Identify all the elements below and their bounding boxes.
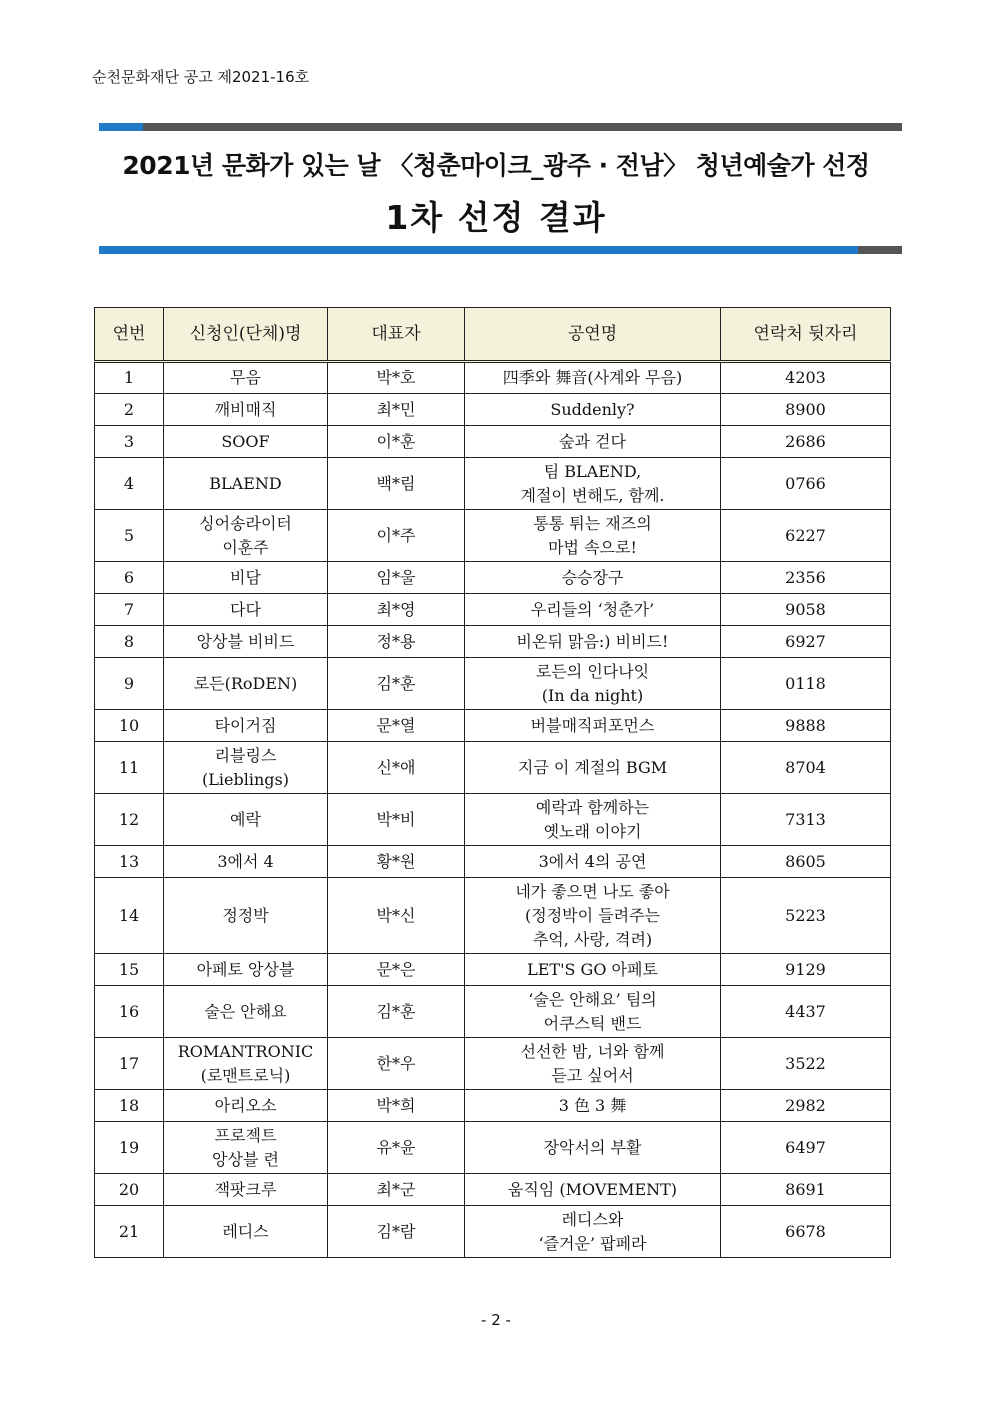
cell-applicant-line: 리블링스: [214, 745, 277, 765]
cell-performance-line: 四季와 舞音(사계와 무음): [502, 368, 683, 387]
cell-applicant-line: (로맨트로닉): [200, 1065, 291, 1085]
cell-applicant-line: 로든(RoDEN): [193, 673, 298, 693]
cell-applicant: [164, 954, 328, 986]
cell-applicant: [164, 986, 328, 1038]
table-row: [95, 986, 891, 1038]
cell-performance-line: ‘즐거운’ 팝페라: [538, 1233, 647, 1253]
header-no: 연번: [95, 308, 164, 362]
cell-no: 21: [95, 1206, 164, 1258]
table-row: [95, 426, 891, 458]
cell-no: 6: [95, 562, 164, 594]
cell-applicant-line: 다다: [230, 599, 261, 619]
cell-performance: [465, 394, 721, 426]
cell-phone: 2686: [721, 426, 891, 458]
header-applicant: 신청인(단체)명: [164, 308, 328, 362]
cell-performance: [465, 794, 721, 846]
table-row: [95, 1038, 891, 1090]
cell-no: 5: [95, 510, 164, 562]
header-representative: 대표자: [328, 308, 465, 362]
cell-representative: 백*림: [328, 458, 465, 510]
table-row: [95, 458, 891, 510]
cell-phone: 4203: [721, 362, 891, 394]
cell-performance-line: 장악서의 부활: [543, 1137, 642, 1157]
cell-performance-line: 선선한 밤, 너와 함께: [520, 1041, 665, 1061]
cell-applicant-line: 아리오소: [214, 1095, 277, 1115]
cell-representative: 박*호: [328, 362, 465, 394]
cell-performance: [465, 510, 721, 562]
header-phone: 연락처 뒷자리: [721, 308, 891, 362]
cell-performance: [465, 1090, 721, 1122]
cell-performance-line: 버블매직퍼포먼스: [530, 715, 655, 735]
table-row: [95, 794, 891, 846]
cell-performance: [465, 954, 721, 986]
cell-performance: [465, 626, 721, 658]
cell-applicant-line: 술은 안해요: [204, 1001, 287, 1021]
table-row: [95, 626, 891, 658]
cell-representative: 박*신: [328, 878, 465, 954]
cell-applicant: [164, 362, 328, 394]
cell-applicant: [164, 742, 328, 794]
cell-no: 20: [95, 1174, 164, 1206]
cell-performance-line: 3 色 3 舞: [558, 1095, 627, 1115]
cell-representative: 한*우: [328, 1038, 465, 1090]
cell-applicant: [164, 626, 328, 658]
cell-no: 15: [95, 954, 164, 986]
cell-performance-line: 듣고 싶어서: [551, 1065, 634, 1085]
cell-performance-line: 로든의 인다나잇: [535, 661, 650, 681]
table-row: [95, 742, 891, 794]
cell-representative: 이*주: [328, 510, 465, 562]
cell-phone: 8691: [721, 1174, 891, 1206]
cell-no: 19: [95, 1122, 164, 1174]
cell-representative: 김*훈: [328, 986, 465, 1038]
cell-performance: [465, 878, 721, 954]
document-title: 2021년 문화가 있는 날 〈청춘마이크_광주 · 전남〉 청년예술가 선정: [122, 151, 870, 180]
cell-applicant: [164, 510, 328, 562]
cell-phone: 8704: [721, 742, 891, 794]
cell-performance-line: 어쿠스틱 밴드: [543, 1013, 642, 1033]
cell-applicant: [164, 394, 328, 426]
cell-representative: 유*윤: [328, 1122, 465, 1174]
cell-phone: 6678: [721, 1206, 891, 1258]
cell-performance-line: (In da night): [541, 685, 644, 705]
cell-applicant-line: 앙상블 비비드: [196, 631, 295, 651]
cell-performance: [465, 1038, 721, 1090]
cell-no: 18: [95, 1090, 164, 1122]
cell-performance: [465, 562, 721, 594]
cell-representative: 황*원: [328, 846, 465, 878]
table-row: [95, 362, 891, 394]
cell-no: 4: [95, 458, 164, 510]
cell-performance: [465, 1174, 721, 1206]
table-row: [95, 954, 891, 986]
cell-phone: 9058: [721, 594, 891, 626]
cell-applicant: [164, 710, 328, 742]
cell-phone: 9129: [721, 954, 891, 986]
cell-applicant: [164, 426, 328, 458]
cell-phone: 6927: [721, 626, 891, 658]
cell-performance: [465, 426, 721, 458]
cell-no: 11: [95, 742, 164, 794]
cell-applicant-line: 싱어송라이터: [199, 513, 292, 533]
selection-result-table: [94, 307, 891, 1258]
table-row: [95, 846, 891, 878]
table-header-row: [95, 308, 891, 362]
cell-representative: 정*용: [328, 626, 465, 658]
cell-no: 3: [95, 426, 164, 458]
cell-applicant: [164, 458, 328, 510]
cell-applicant-line: 잭팟크루: [214, 1179, 277, 1199]
cell-performance-line: 우리들의 ‘청춘가’: [530, 599, 655, 619]
cell-phone: 8605: [721, 846, 891, 878]
cell-performance-line: Suddenly?: [550, 399, 635, 419]
cell-representative: 임*울: [328, 562, 465, 594]
cell-performance-line: 계절이 변해도, 함께.: [520, 485, 665, 505]
cell-performance-line: 추억, 사랑, 격려): [532, 929, 653, 949]
table-row: [95, 1206, 891, 1258]
cell-performance-line: 3에서 4의 공연: [538, 851, 647, 871]
cell-applicant-line: 정정박: [222, 905, 269, 925]
cell-phone: 7313: [721, 794, 891, 846]
cell-applicant-line: 앙상블 련: [212, 1149, 279, 1169]
cell-applicant: [164, 846, 328, 878]
cell-phone: 6227: [721, 510, 891, 562]
table-row: [95, 594, 891, 626]
cell-performance-line: 레디스와: [561, 1209, 624, 1229]
cell-performance-line: 팀 BLAEND,: [543, 461, 642, 481]
cell-applicant-line: 프로젝트: [214, 1125, 277, 1145]
cell-performance: [465, 1122, 721, 1174]
cell-phone: 2982: [721, 1090, 891, 1122]
cell-phone: 6497: [721, 1122, 891, 1174]
table-row: [95, 1090, 891, 1122]
cell-representative: 박*희: [328, 1090, 465, 1122]
table-row: [95, 510, 891, 562]
cell-performance-line: 승승장구: [561, 567, 624, 587]
cell-no: 8: [95, 626, 164, 658]
cell-phone: 2356: [721, 562, 891, 594]
cell-representative: 최*영: [328, 594, 465, 626]
table-row: [95, 1174, 891, 1206]
cell-performance: [465, 362, 721, 394]
cell-no: 1: [95, 362, 164, 394]
table-row: [95, 1122, 891, 1174]
cell-no: 9: [95, 658, 164, 710]
table-row: [95, 878, 891, 954]
cell-representative: 김*람: [328, 1206, 465, 1258]
cell-phone: 8900: [721, 394, 891, 426]
cell-applicant: [164, 1174, 328, 1206]
cell-no: 17: [95, 1038, 164, 1090]
cell-no: 14: [95, 878, 164, 954]
cell-performance: [465, 710, 721, 742]
cell-no: 12: [95, 794, 164, 846]
cell-representative: 최*민: [328, 394, 465, 426]
cell-performance: [465, 742, 721, 794]
top-divider: [99, 123, 902, 131]
table-row: [95, 710, 891, 742]
cell-performance: [465, 458, 721, 510]
cell-applicant-line: ROMANTRONIC: [177, 1041, 314, 1061]
cell-applicant-line: 깨비매직: [214, 399, 277, 419]
cell-no: 2: [95, 394, 164, 426]
notice-number: 순천문화재단 공고 제2021-16호: [92, 68, 310, 86]
cell-performance-line: 움직임 (MOVEMENT): [507, 1179, 678, 1199]
page-number: - 2 -: [481, 1311, 511, 1329]
cell-applicant-line: 무음: [230, 368, 261, 387]
cell-applicant-line: SOOF: [221, 431, 270, 451]
cell-no: 16: [95, 986, 164, 1038]
cell-performance: [465, 986, 721, 1038]
header-performance: 공연명: [465, 308, 721, 362]
cell-performance-line: LET'S GO 아페토: [527, 959, 658, 979]
cell-phone: 9888: [721, 710, 891, 742]
cell-representative: 박*비: [328, 794, 465, 846]
cell-applicant-line: 아페토 앙상블: [196, 959, 295, 979]
cell-applicant: [164, 878, 328, 954]
cell-performance-line: 옛노래 이야기: [543, 821, 642, 841]
cell-performance-line: 숲과 걷다: [559, 431, 626, 451]
cell-applicant: [164, 594, 328, 626]
cell-representative: 문*은: [328, 954, 465, 986]
cell-representative: 최*군: [328, 1174, 465, 1206]
cell-applicant: [164, 562, 328, 594]
cell-performance-line: 지금 이 계절의 BGM: [517, 757, 668, 777]
cell-performance-line: (정정박이 들려주는: [525, 905, 660, 925]
cell-applicant: [164, 658, 328, 710]
cell-applicant-line: 레디스: [222, 1221, 269, 1241]
cell-applicant: [164, 794, 328, 846]
cell-applicant-line: (Lieblings): [202, 769, 289, 789]
cell-phone: 3522: [721, 1038, 891, 1090]
cell-applicant: [164, 1206, 328, 1258]
cell-performance-line: 마법 속으로!: [548, 537, 637, 557]
cell-performance-line: 예락과 함께하는: [535, 797, 650, 817]
table-body: [95, 362, 891, 1258]
cell-applicant-line: BLAEND: [209, 473, 282, 493]
table-row: [95, 658, 891, 710]
cell-performance-line: 통통 튀는 재즈의: [533, 513, 652, 533]
cell-applicant: [164, 1122, 328, 1174]
cell-phone: 0766: [721, 458, 891, 510]
table-row: [95, 394, 891, 426]
cell-performance-line: 네가 좋으면 나도 좋아: [515, 881, 670, 901]
cell-applicant-line: 예락: [230, 809, 261, 829]
cell-performance: [465, 658, 721, 710]
cell-representative: 김*훈: [328, 658, 465, 710]
cell-representative: 이*훈: [328, 426, 465, 458]
cell-no: 13: [95, 846, 164, 878]
cell-performance: [465, 594, 721, 626]
cell-applicant-line: 타이거짐: [214, 715, 277, 735]
document-subtitle: 1차 선정 결과: [385, 198, 607, 237]
cell-performance: [465, 1206, 721, 1258]
cell-phone: 5223: [721, 878, 891, 954]
table-row: [95, 562, 891, 594]
cell-no: 10: [95, 710, 164, 742]
cell-applicant-line: 3에서 4: [217, 851, 274, 871]
cell-performance-line: ‘술은 안해요’ 팀의: [528, 989, 657, 1009]
bottom-divider: [99, 246, 902, 254]
cell-performance: [465, 846, 721, 878]
cell-applicant-line: 비담: [230, 567, 261, 587]
cell-performance-line: 비온뒤 맑음:) 비비드!: [516, 631, 669, 651]
cell-no: 7: [95, 594, 164, 626]
cell-phone: 4437: [721, 986, 891, 1038]
cell-applicant: [164, 1090, 328, 1122]
cell-representative: 문*열: [328, 710, 465, 742]
cell-phone: 0118: [721, 658, 891, 710]
cell-applicant: [164, 1038, 328, 1090]
cell-representative: 신*애: [328, 742, 465, 794]
cell-applicant-line: 이훈주: [222, 537, 269, 557]
